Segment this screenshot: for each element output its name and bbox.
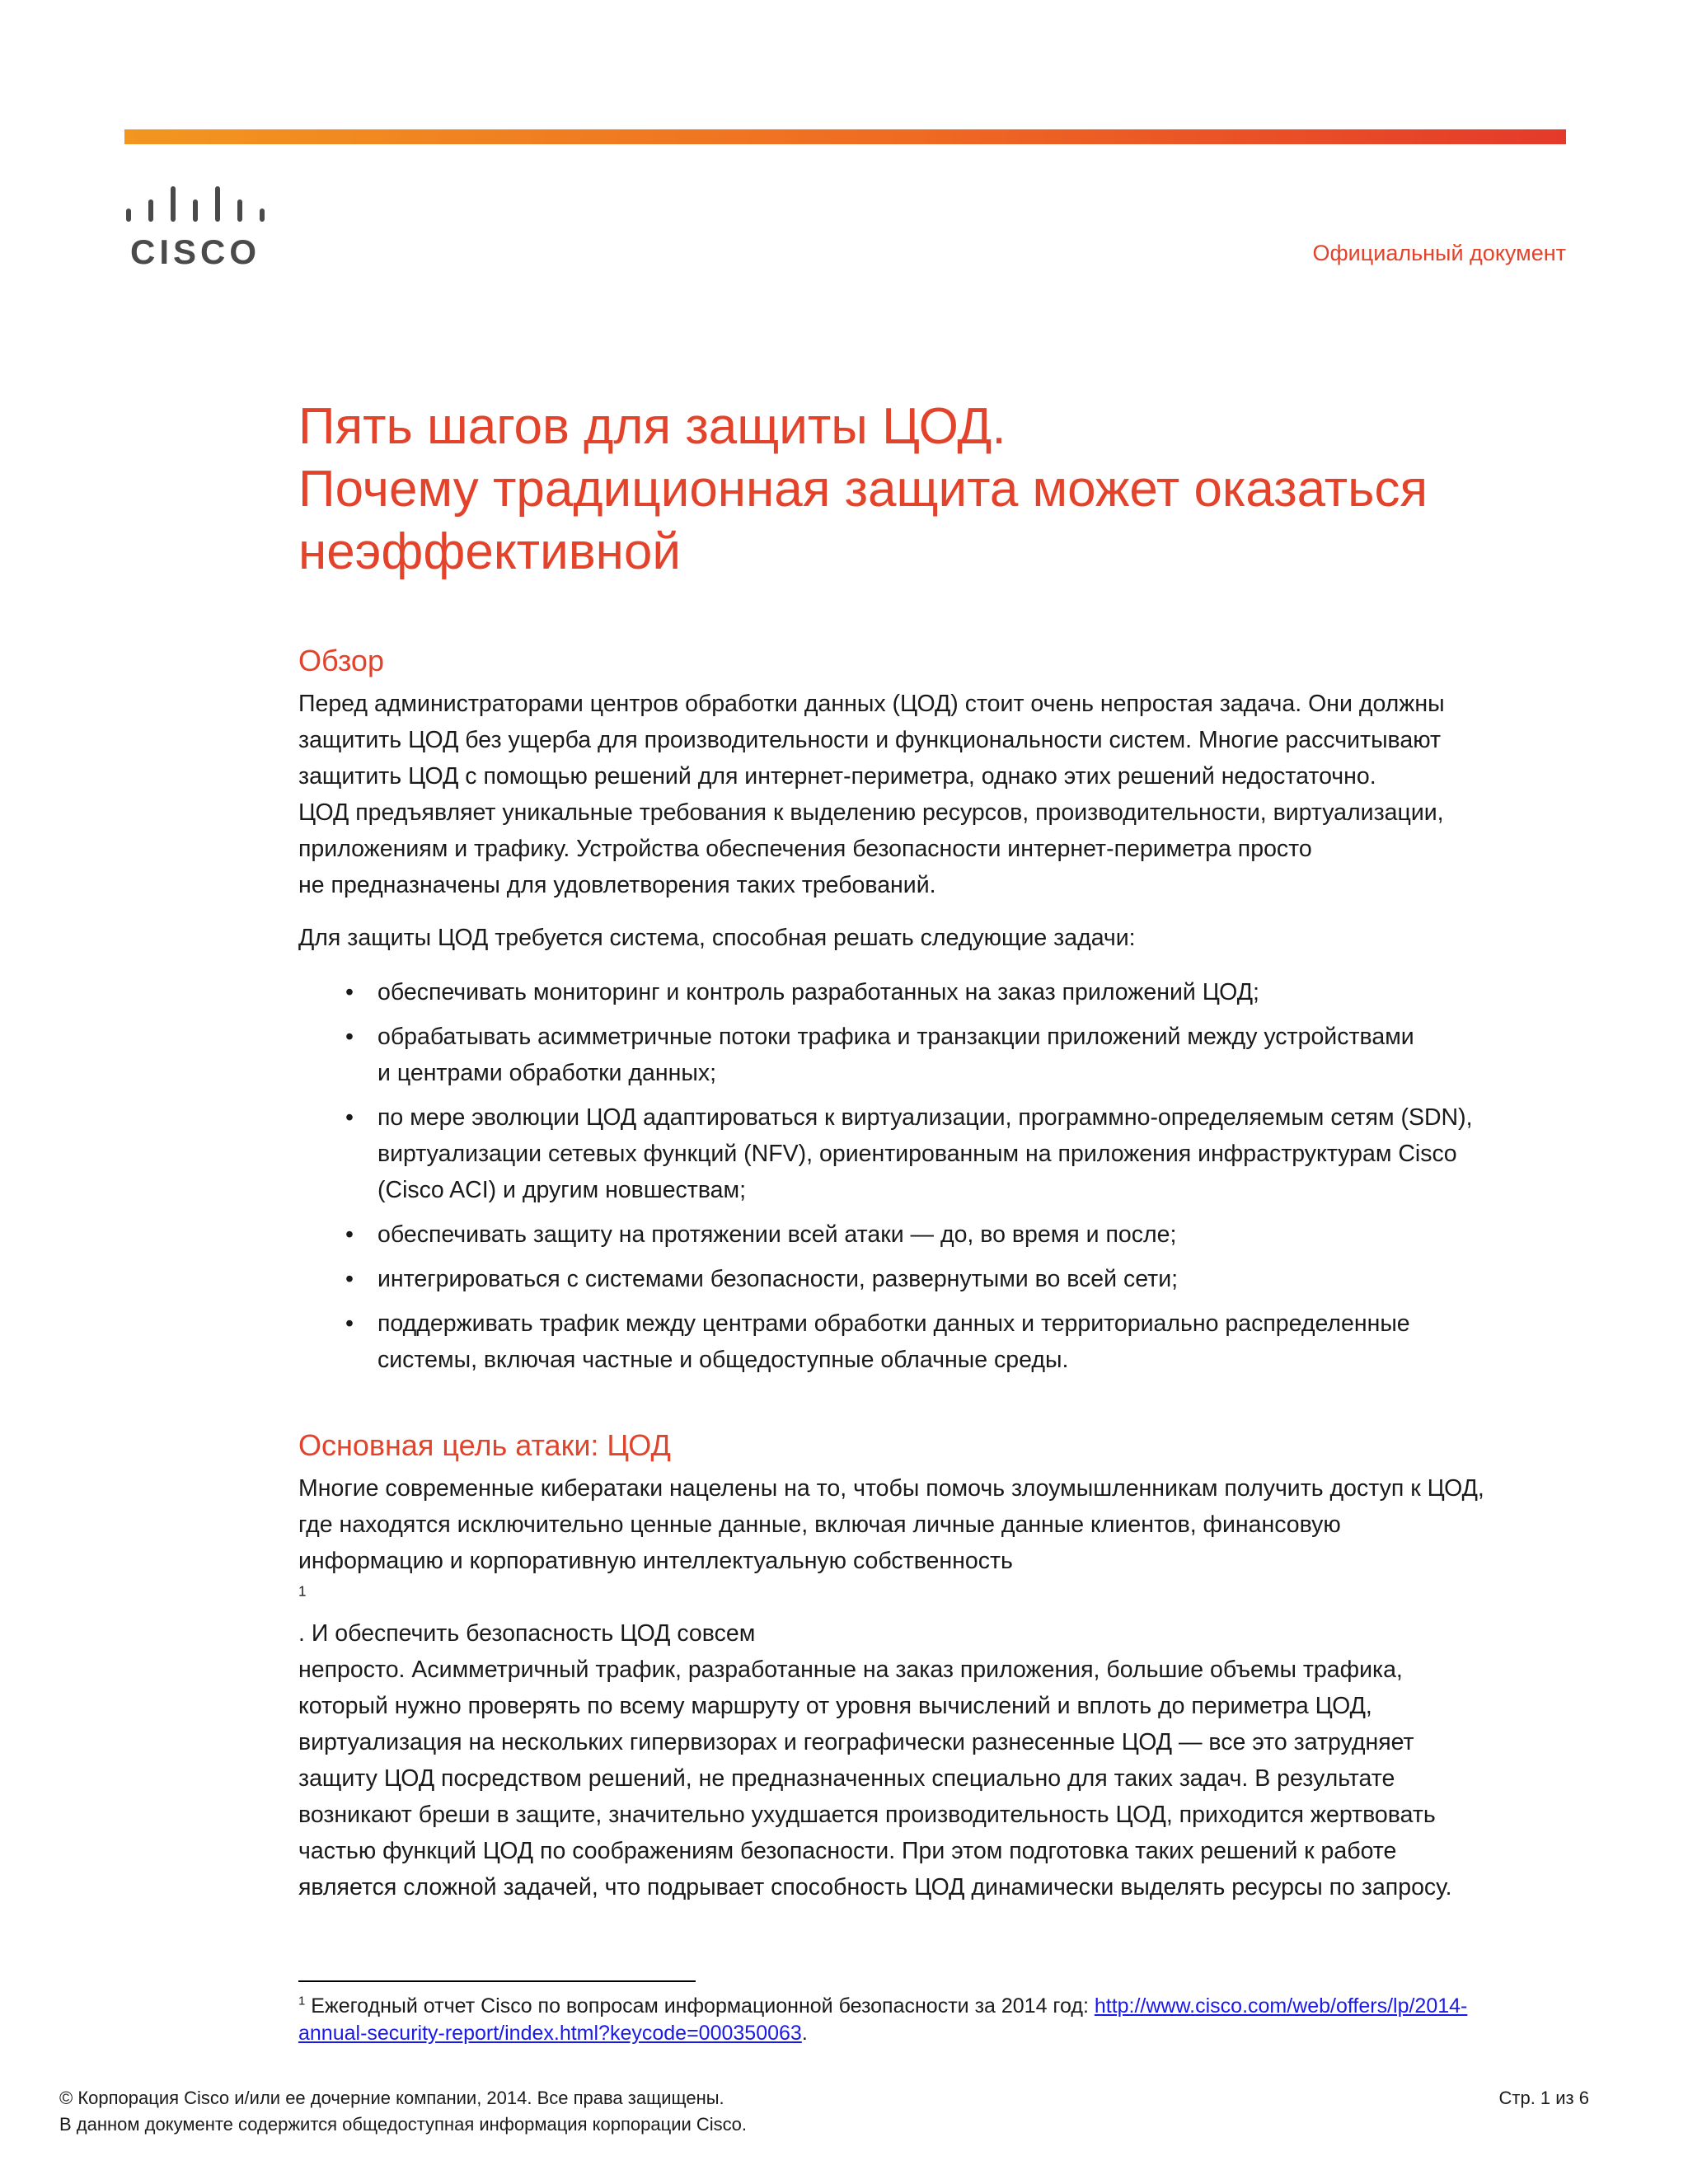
footnote-end: . <box>801 2022 808 2045</box>
text-line: не предназначены для удовлетворения таких требований. <box>298 872 936 898</box>
text-line: Перед администраторами центров обработки данных (ЦОД) стоит очень непростая задача. Они должны <box>298 691 1445 717</box>
text-line: непросто. Асимметричный трафик, разработанные на заказ приложения, большие объемы трафика, <box>298 1657 1403 1683</box>
list-item-text: поддерживать трафик между центрами обработки данных и территориально распределенные <box>377 1310 1410 1337</box>
list-item-text: обеспечивать мониторинг и контроль разработанных на заказ приложений ЦОД; <box>377 979 1259 1005</box>
text-line: который нужно проверять по всему маршруту от уровня вычислений и вплоть до периметра ЦОД, <box>298 1693 1372 1719</box>
cisco-logo-icon <box>124 183 280 269</box>
text-fragment: . И обеспечить безопасность ЦОД совсем <box>298 1620 756 1647</box>
list-item <box>298 1216 1576 1253</box>
footer-legal <box>59 2085 747 2138</box>
text-line: частью функций ЦОД по соображениям безопасности. При этом подготовка таких решений к работе <box>298 1838 1397 1864</box>
list-item <box>298 974 1576 1010</box>
list-item <box>298 1305 1576 1378</box>
page-number: Стр. 1 из 6 <box>1498 2088 1589 2108</box>
text-line: виртуализация на нескольких гипервизорах и географически разнесенные ЦОД — все это затрудняет <box>298 1729 1414 1755</box>
list-item-text: системы, включая частные и общедоступные облачные среды. <box>377 1347 1069 1373</box>
footnote-text: Ежегодный отчет Cisco по вопросам информационной безопасности за 2014 год: <box>305 1994 1095 2018</box>
list-item <box>298 1099 1576 1208</box>
footnote-link-continued[interactable]: annual-security-report/index.html?keycode=000350063 <box>298 2022 802 2045</box>
requirements-list <box>298 974 1576 1378</box>
footnote-line <box>298 2020 1584 2047</box>
footnote-number: 1 <box>298 1994 306 2008</box>
text-line: возникают бреши в защите, значительно ухудшается производительность ЦОД, приходится жертвовать <box>298 1802 1436 1828</box>
overview-paragraph <box>298 686 1576 903</box>
list-item-text: обрабатывать асимметричные потоки трафика и транзакции приложений между устройствами <box>377 1024 1414 1050</box>
footnote-divider <box>298 1980 696 1982</box>
footer-notice: В данном документе содержится общедоступная информация корпорации Cisco. <box>59 2114 748 2135</box>
footnote <box>298 1993 1584 2047</box>
bullet-icon: • <box>345 1310 354 1337</box>
page-title-line: Пять шагов для защиты ЦОД. <box>298 398 1006 455</box>
overview-heading: Обзор <box>298 644 384 677</box>
attack-target-paragraph <box>298 1470 1576 1905</box>
text-fragment: информацию и корпоративную интеллектуальную собственность <box>298 1548 1013 1574</box>
bullet-icon: • <box>345 979 354 1005</box>
list-item-text: и центрами обработки данных; <box>377 1060 717 1086</box>
footnote-line <box>298 1993 1584 2020</box>
text-line: ЦОД предъявляет уникальные требования к выделению ресурсов, производительности, виртуализации, <box>298 799 1444 826</box>
list-item-text: интегрироваться с системами безопасности, развернутыми во всей сети; <box>377 1266 1179 1292</box>
list-item-text: (Cisco ACI) и другим новшествам; <box>377 1177 747 1203</box>
text-line: приложениям и трафику. Устройства обеспечения безопасности интернет-периметра просто <box>298 836 1312 862</box>
cisco-logo <box>124 183 280 269</box>
page-title <box>298 396 1576 583</box>
attack-target-heading: Основная цель атаки: ЦОД <box>298 1428 671 1462</box>
document-type-label: Официальный документ <box>1312 241 1566 265</box>
cisco-logo-text: CISCO <box>129 232 261 269</box>
text-line <box>298 1543 1576 1652</box>
text-line: является сложной задачей, что подрывает способность ЦОД динамически выделять ресурсы по запросу. <box>298 1874 1452 1900</box>
footnote-reference[interactable]: 1 <box>298 1583 307 1600</box>
list-item-text: виртуализации сетевых функций (NFV), ориентированным на приложения инфраструктурам Cisco <box>377 1141 1457 1167</box>
text-line: защитить ЦОД с помощью решений для интернет-периметра, однако этих решений недостаточно. <box>298 763 1376 790</box>
text-line: защиту ЦОД посредством решений, не предназначенных специально для таких задач. В результате <box>298 1765 1395 1792</box>
text-line: где находятся исключительно ценные данные, включая личные данные клиентов, финансовую <box>298 1511 1341 1538</box>
bullet-icon: • <box>345 1266 354 1292</box>
bullet-icon: • <box>345 1221 354 1248</box>
list-item <box>298 1019 1576 1091</box>
text-line: защитить ЦОД без ущерба для производительности и функциональности систем. Многие рассчитывают <box>298 727 1442 753</box>
list-item <box>298 1261 1576 1297</box>
page-title-line: неэффективной <box>298 523 682 580</box>
header-accent-bar <box>124 129 1566 144</box>
bullet-icon: • <box>345 1104 354 1131</box>
text-line: Многие современные кибератаки нацелены на то, чтобы помочь злоумышленникам получить доступ к ЦОД, <box>298 1475 1484 1502</box>
page-title-line: Почему традиционная защита может оказаться <box>298 461 1428 518</box>
bullet-icon: • <box>345 1024 354 1050</box>
footer-copyright: © Корпорация Cisco и/или ее дочерние компании, 2014. Все права защищены. <box>59 2088 724 2108</box>
requirements-intro: Для защиты ЦОД требуется система, способная решать следующие задачи: <box>298 925 1136 951</box>
list-item-text: по мере эволюции ЦОД адаптироваться к виртуализации, программно-определяемым сетям (SDN), <box>377 1104 1473 1131</box>
footnote-link[interactable]: http://www.cisco.com/web/offers/lp/2014- <box>1094 1994 1468 2018</box>
list-item-text: обеспечивать защиту на протяжении всей атаки — до, во время и после; <box>377 1221 1177 1248</box>
main-content <box>298 396 1576 1905</box>
